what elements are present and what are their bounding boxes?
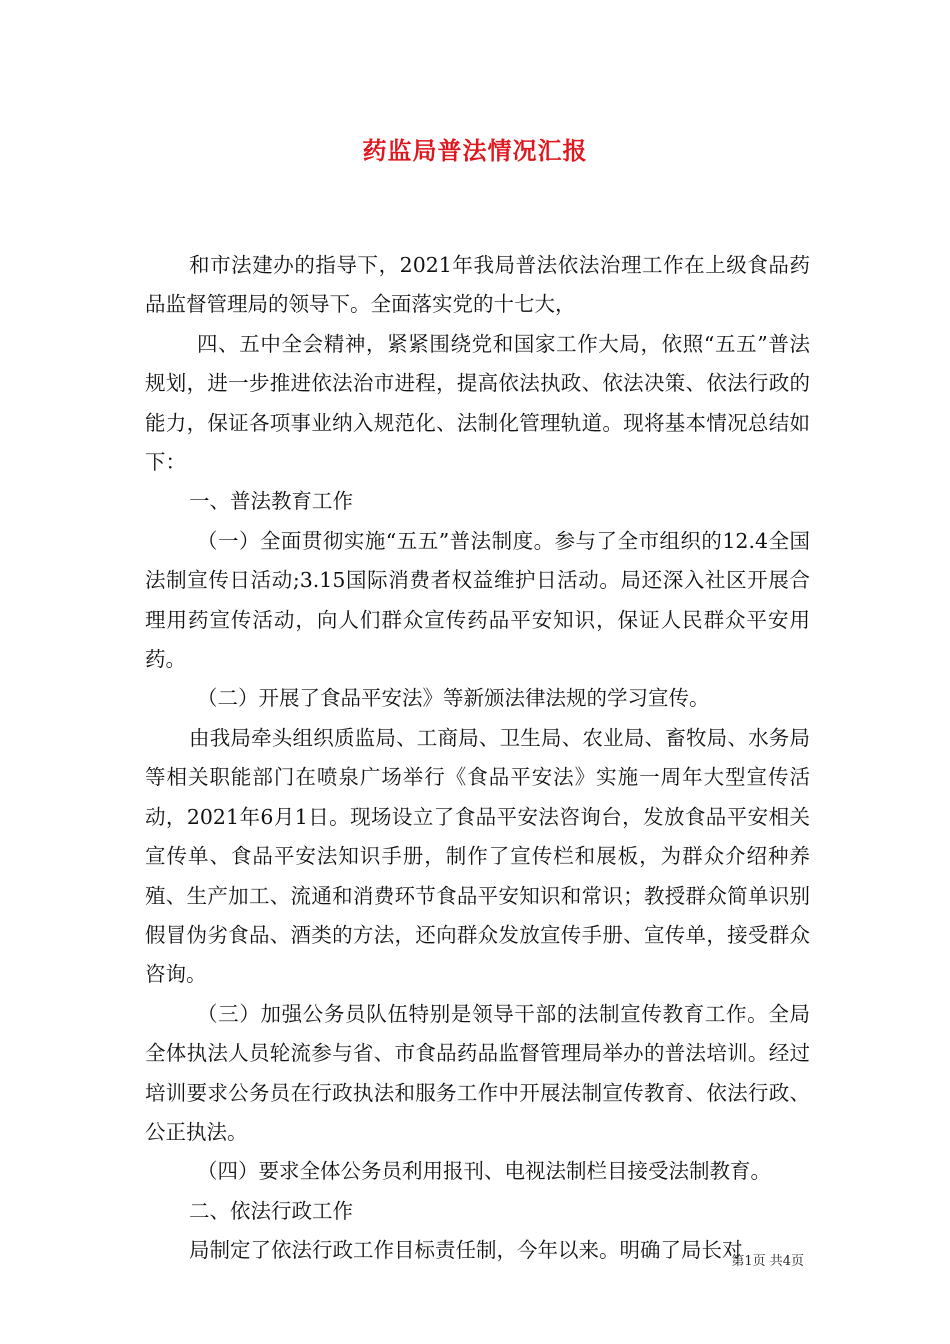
paragraph-item-2: （二）开展了食品平安法》等新颁法律法规的学习宣传。	[197, 686, 710, 711]
page-number-footer: 第1页 共4页	[731, 1254, 804, 1269]
paragraph-item-1: （一）全面贯彻实施“五五”普法制度。参与了全市组织的12.4全国法制宣传日活动;3.15国际消费者权益维护日活动。局还深入社区开展合理用药宣传活动，向人们群众宣传药品平安知识，保证人民群众平安用药。	[145, 528, 810, 672]
document-title: 药监局普法情况汇报	[362, 136, 588, 165]
paragraph-intro: 和市法建办的指导下，2021年我局普法依法治理工作在上级食品药品监督管理局的领导下。全面落实党的十七大，	[145, 253, 810, 317]
document-body	[145, 246, 810, 1271]
paragraph-plenum: 四、五中全会精神，紧紧围绕党和国家工作大局，依照“五五”普法规划，进一步推进依法治市进程，提高依法执政、依法决策、依法行政的能力，保证各项事业纳入规范化、法制化管理轨道。现将基本情况总结如下：	[145, 331, 810, 475]
paragraph-item-4: （四）要求全体公务员利用报刊、电视法制栏目接受法制教育。	[197, 1159, 771, 1184]
paragraph-item-3: （三）加强公务员队伍特别是领导干部的法制宣传教育工作。全局全体执法人员轮流参与省、市食品药品监督管理局举办的普法培训。经过培训要求公务员在行政执法和服务工作中开展法制宣传教育、依法行政、公正执法。	[145, 1001, 810, 1144]
paragraph-food-safety-event: 由我局牵头组织质监局、工商局、卫生局、农业局、畜牧局、水务局等相关职能部门在喷泉广场举行《食品平安法》实施一周年大型宣传活动，2021年6月1日。现场设立了食品平安法咨询台，发放食品平安相关宣传单、食品平安法知识手册，制作了宣传栏和展板，为群众介绍种养殖、生产加工、流通和消费环节食品平安知识和常识；教授群众简单识别假冒伪劣食品、酒类的方法，还向群众发放宣传手册、宣传单，接受群众咨询。	[145, 725, 810, 987]
section-heading-administration: 二、依法行政工作	[189, 1198, 353, 1223]
section-heading-legal-education: 一、普法教育工作	[189, 489, 353, 514]
paragraph-responsibility: 局制定了依法行政工作目标责任制，今年以来。明确了局长对	[189, 1238, 743, 1263]
